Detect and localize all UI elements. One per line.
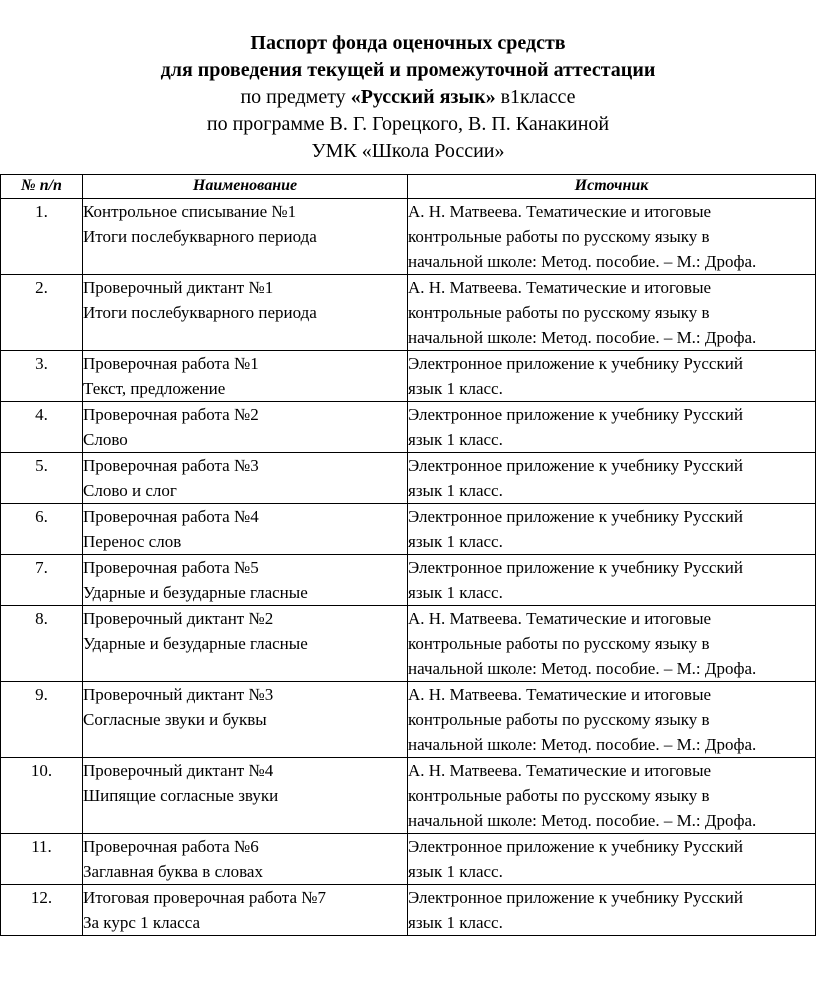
assessment-source-line: Электронное приложение к учебнику Русский [408,837,743,856]
assessment-name [83,682,408,758]
assessment-source-line: Электронное приложение к учебнику Русский [408,888,743,907]
assessment-name-line: За курс 1 класса [83,913,201,932]
assessment-source-line: контрольные работы по русскому языку в [408,634,710,653]
table-header-row [1,175,816,199]
assessment-source [408,199,816,275]
assessment-name [83,199,408,275]
assessment-source [408,682,816,758]
document-header [0,30,816,165]
assessment-source-line: начальной школе: Метод. пособие. – М.: Дрофа. [408,735,757,754]
document-title: Паспорт фонда оценочных средств [250,32,566,54]
assessment-name-line: Проверочная работа №5 [83,558,259,577]
subject-suffix: в1классе [495,86,576,108]
assessment-name [83,885,408,936]
assessment-name-line: Проверочный диктант №4 [83,761,274,780]
table-row [1,834,816,885]
assessment-name [83,275,408,351]
assessment-source-line: начальной школе: Метод. пособие. – М.: Дрофа. [408,328,757,347]
assessment-name-line: Текст, предложение [83,379,226,398]
assessment-name [83,402,408,453]
assessment-source-line: А. Н. Матвеева. Тематические и итоговые [408,761,712,780]
assessment-name-line: Слово и слог [83,481,177,500]
row-number: 12. [1,885,83,936]
assessment-source-line: язык 1 класс. [408,379,503,398]
column-header-source: Источник [408,175,816,199]
table-row [1,606,816,682]
assessment-source-line: А. Н. Матвеева. Тематические и итоговые [408,278,712,297]
table-row [1,682,816,758]
assessment-table [0,174,816,936]
assessment-source-line: Электронное приложение к учебнику Русский [408,354,743,373]
assessment-source [408,275,816,351]
table-row [1,199,816,275]
assessment-name [83,834,408,885]
assessment-name-line: Шипящие согласные звуки [83,786,279,805]
assessment-name-line: Итоги послебукварного периода [83,227,317,246]
assessment-source-line: язык 1 класс. [408,481,503,500]
assessment-source-line: Электронное приложение к учебнику Русский [408,456,743,475]
assessment-name [83,453,408,504]
assessment-source [408,453,816,504]
assessment-name [83,555,408,606]
assessment-source-line: контрольные работы по русскому языку в [408,710,710,729]
row-number: 3. [1,351,83,402]
assessment-name-line: Проверочный диктант №3 [83,685,274,704]
assessment-source-line: язык 1 класс. [408,583,503,602]
assessment-source [408,351,816,402]
assessment-source [408,504,816,555]
column-header-number: № п/п [1,175,83,199]
table-row [1,402,816,453]
assessment-name-line: Контрольное списывание №1 [83,202,297,221]
table-body [1,199,816,936]
table-row [1,758,816,834]
table-row [1,504,816,555]
assessment-name-line: Перенос слов [83,532,182,551]
assessment-source-line: язык 1 класс. [408,532,503,551]
table-row [1,275,816,351]
row-number: 9. [1,682,83,758]
assessment-name-line: Итоговая проверочная работа №7 [83,888,326,907]
subject-name: «Русский язык» [350,86,496,108]
row-number: 2. [1,275,83,351]
row-number: 6. [1,504,83,555]
row-number: 7. [1,555,83,606]
assessment-name-line: Проверочный диктант №2 [83,609,274,628]
assessment-name-line: Согласные звуки и буквы [83,710,267,729]
assessment-source-line: контрольные работы по русскому языку в [408,303,710,322]
subject-prefix: по предмету [240,86,351,108]
assessment-source [408,885,816,936]
assessment-name-line: Проверочная работа №6 [83,837,259,856]
table-row [1,885,816,936]
table-row [1,351,816,402]
assessment-name-line: Проверочная работа №4 [83,507,259,526]
assessment-name [83,758,408,834]
table-row [1,453,816,504]
assessment-source-line: язык 1 класс. [408,913,503,932]
assessment-source-line: Электронное приложение к учебнику Русский [408,507,743,526]
assessment-source-line: начальной школе: Метод. пособие. – М.: Дрофа. [408,659,757,678]
assessment-source [408,606,816,682]
assessment-source-line: контрольные работы по русскому языку в [408,227,710,246]
assessment-source-line: А. Н. Матвеева. Тематические и итоговые [408,202,712,221]
assessment-source [408,402,816,453]
assessment-name-line: Проверочная работа №2 [83,405,259,424]
assessment-name-line: Ударные и безударные гласные [83,583,308,602]
row-number: 5. [1,453,83,504]
column-header-name: Наименование [83,175,408,199]
assessment-name-line: Заглавная буква в словах [83,862,263,881]
row-number: 1. [1,199,83,275]
assessment-source [408,834,816,885]
assessment-name-line: Ударные и безударные гласные [83,634,308,653]
document-subtitle: для проведения текущей и промежуточной аттестации [160,59,656,81]
assessment-name-line: Проверочная работа №1 [83,354,259,373]
umk-line: УМК «Школа России» [311,140,505,162]
assessment-source-line: контрольные работы по русскому языку в [408,786,710,805]
subject-line [0,84,816,111]
assessment-name-line: Итоги послебукварного периода [83,303,317,322]
row-number: 4. [1,402,83,453]
assessment-source-line: начальной школе: Метод. пособие. – М.: Дрофа. [408,811,757,830]
assessment-source-line: А. Н. Матвеева. Тематические и итоговые [408,609,712,628]
assessment-source-line: начальной школе: Метод. пособие. – М.: Дрофа. [408,252,757,271]
assessment-source-line: язык 1 класс. [408,862,503,881]
assessment-source-line: Электронное приложение к учебнику Русский [408,405,743,424]
assessment-name-line: Слово [83,430,128,449]
assessment-name [83,504,408,555]
assessment-source [408,758,816,834]
assessment-name [83,351,408,402]
row-number: 8. [1,606,83,682]
assessment-source-line: язык 1 класс. [408,430,503,449]
assessment-name-line: Проверочный диктант №1 [83,278,274,297]
assessment-source-line: А. Н. Матвеева. Тематические и итоговые [408,685,712,704]
row-number: 11. [1,834,83,885]
assessment-name [83,606,408,682]
assessment-source [408,555,816,606]
program-line: по программе В. Г. Горецкого, В. П. Канакиной [206,113,610,135]
table-row [1,555,816,606]
assessment-source-line: Электронное приложение к учебнику Русский [408,558,743,577]
assessment-name-line: Проверочная работа №3 [83,456,259,475]
row-number: 10. [1,758,83,834]
